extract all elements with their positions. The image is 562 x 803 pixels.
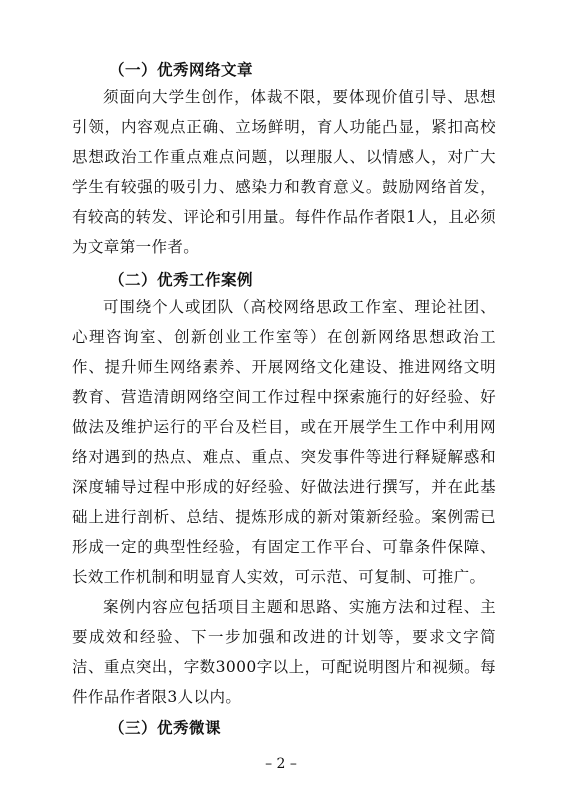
page-number: – 2 – bbox=[265, 756, 297, 772]
paragraph: 可围绕个人或团队（高校网络思政工作室、理论社团、心理咨询室、创新创业工作室等）在创新网络思想政治工作、提升师生网络素养、开展网络文化建设、推进网络文明教育、营造清朗网络空间工作过程中探索施行的好经验、好做法及维护运行的平台及栏目，或在开展学生工作中利用网络对遇到的热点、难点、重点、突发事件等进行释疑解惑和深度辅导过程中形成的好经验、好做法进行撰写，并在此基础上进行剖析、总结、提炼形成的新对策新经验。案例需已形成一定的典型性经验，有固定工作平台、可靠条件保障、长效工作机制和明显育人实效，可示范、可复制、可推广。 bbox=[72, 298, 496, 586]
section-heading-articles: （一）优秀网络文章 bbox=[109, 61, 254, 79]
section-heading-cases: （二）优秀工作案例 bbox=[109, 271, 254, 289]
section-body-articles bbox=[72, 82, 496, 262]
paragraph: 须面向大学生创作，体裁不限，要体现价值引导、思想引领，内容观点正确、立场鲜明，育人功能凸显，紧扣高校思想政治工作重点难点问题，以理服人、以情感人，对广大学生有较强的吸引力、感染力和教育意义。鼓励网络首发，有较高的转发、评论和引用量。每件作品作者限1人，且必须为文章第一作者。 bbox=[72, 88, 496, 256]
section-body-cases bbox=[72, 292, 496, 712]
paragraph: 案例内容应包括项目主题和思路、实施方法和过程、主要成效和经验、下一步加强和改进的计划等，要求文字简洁、重点突出，字数3000字以上，可配说明图片和视频。每件作品作者限3人以内。 bbox=[72, 598, 496, 706]
section-heading-microlessons: （三）优秀微课 bbox=[109, 719, 222, 737]
